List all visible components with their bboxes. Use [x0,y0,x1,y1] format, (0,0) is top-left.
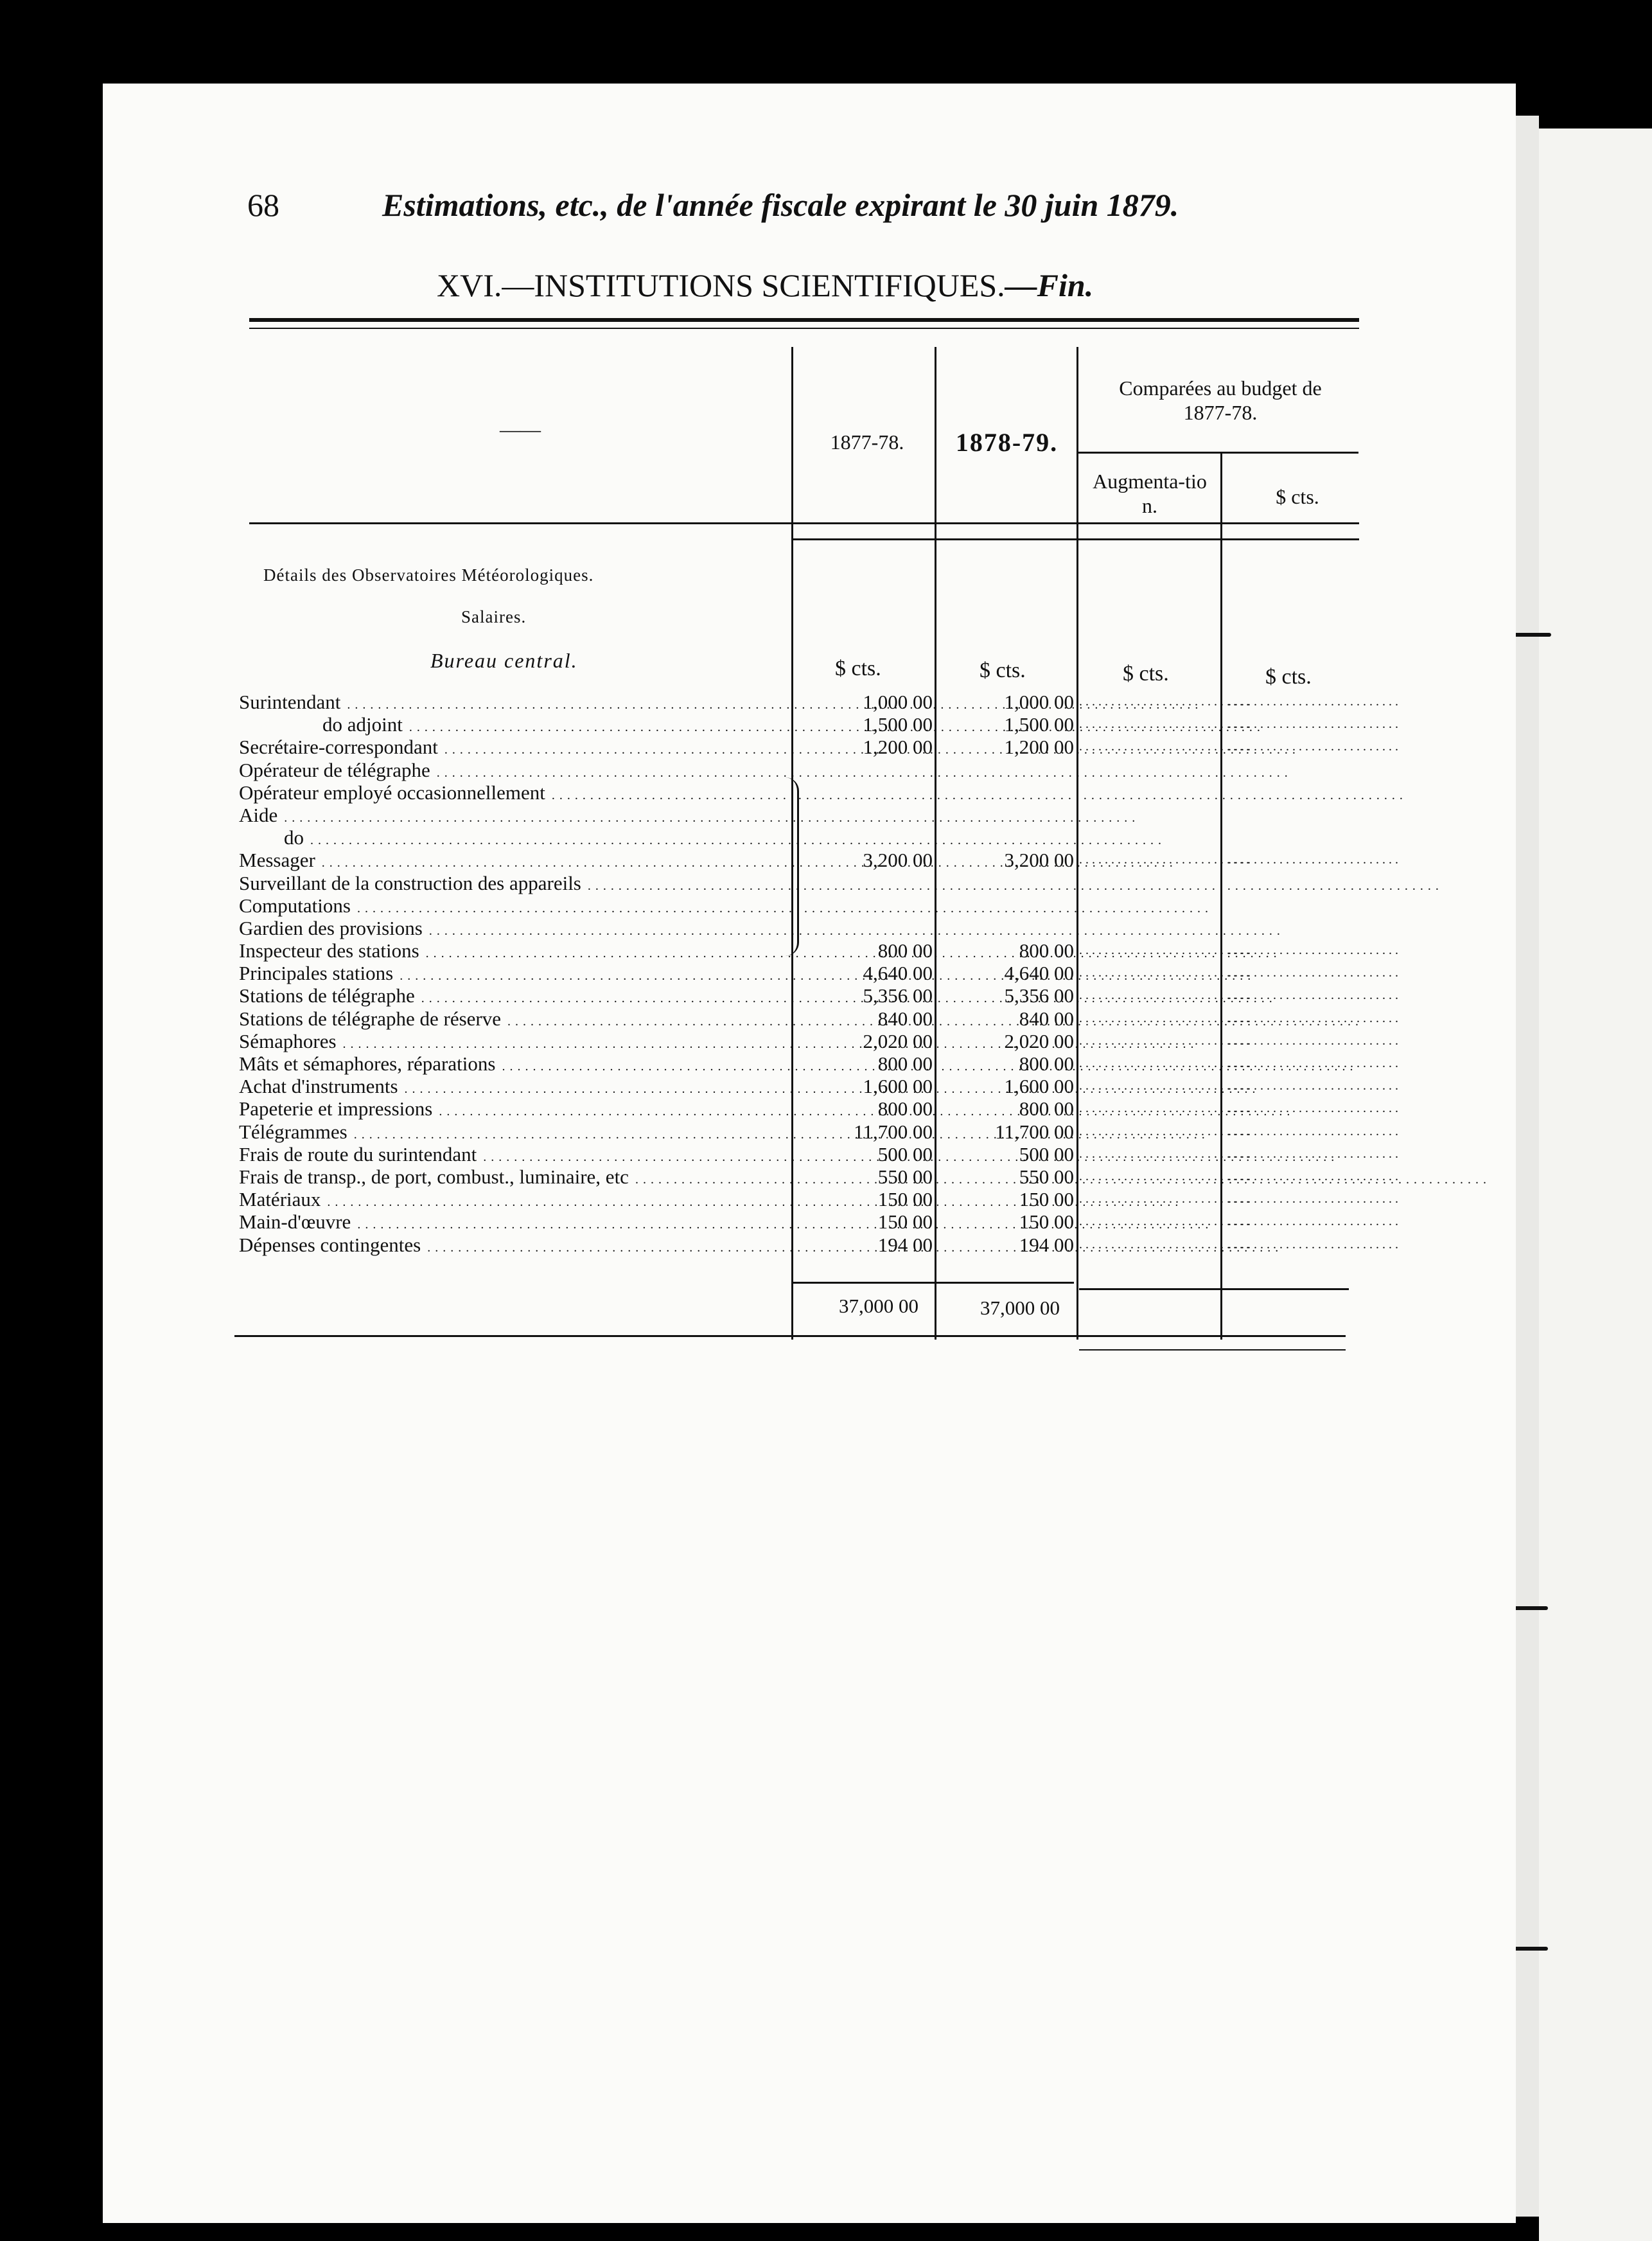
table-row [239,691,1398,713]
value-1877: 1,000 00 [863,691,933,713]
col-header-1877: 1877-78. [830,430,904,454]
value-1878: 1,500 00 [1004,713,1074,736]
value-1877: 150 00 [877,1210,933,1234]
value-1877: 150 00 [877,1188,933,1211]
value-1877: 1,200 00 [863,736,933,759]
row-label: Frais de route du surintendant . . . [239,1143,782,1169]
value-1877: 4,640 00 [863,962,933,985]
adjacent-page-strip [1539,128,1652,2241]
leader-dots-diminution: . . . . . . . . . . . . . . . . . . . . . . . . . . . [1228,1169,1398,1183]
unit-label: $ cts. [1265,665,1312,689]
leader-dots-augmentation: . . . . . . . . . . . . . . . . . . . . . . . . . . . [1079,1169,1249,1183]
value-1877: 11,700 00 [854,1120,933,1143]
value-1878: 3,200 00 [1004,849,1074,872]
running-header [247,186,1236,224]
leader-dots-augmentation: . . . . . . . . . . . . . . . . . . . . . . . . . . . [1079,1192,1249,1207]
table-row [239,1165,1398,1188]
value-1878: 500 00 [1019,1142,1074,1165]
value-1878: 11,700 00 [995,1120,1074,1143]
table-row [239,1142,1398,1165]
value-1878: 550 00 [1019,1165,1074,1188]
row-label: Opérateur de télégraphe . . . [239,759,782,784]
leader-dots-diminution: . . . . . . . . . . . . . . . . . . . . . . . . . . . [1228,1146,1398,1161]
unit-label: $ cts. [980,659,1026,682]
row-label: Computations . . . [239,894,782,920]
leader-dots-augmentation: . . . . . . . . . . . . . . . . . . . . . . . . . . . [1079,717,1249,732]
table-row [239,962,1398,985]
row-label: Stations de télégraphe . . . [239,984,782,1010]
value-1878: 2,020 00 [1004,1029,1074,1052]
leader-dots-diminution: . . . . . . . . . . . . . . . . . . . . . . . . . . . [1228,1056,1398,1070]
table-row [239,1075,1398,1098]
leader-dots-augmentation: . . . . . . . . . . . . . . . . . . . . . . . . . . . [1079,1124,1249,1138]
total-1877: 37,000 00 [839,1295,918,1317]
value-1877: 800 00 [877,939,933,962]
leader-dots-diminution: . . . . . . . . . . . . . . . . . . . . . . . . . . . [1228,1011,1398,1025]
leader-dots-diminution: . . . . . . . . . . . . . . . . . . . . . . . . . . . [1228,1033,1398,1048]
value-1877: 500 00 [877,1142,933,1165]
row-label: Frais de transp., de port, combust., luminaire, etc . . . [239,1165,782,1191]
leader-dots-diminution: . . . . . . . . . . . . . . . . . . . . . . . . . . . [1228,988,1398,1003]
value-1877: 1,600 00 [863,1075,933,1098]
leader-dots-augmentation: . . . . . . . . . . . . . . . . . . . . . . . . . . . [1079,1033,1249,1048]
header-rule-2 [792,538,1359,540]
value-1877: 2,020 00 [863,1029,933,1052]
top-rule-thick [249,318,1359,322]
grouping-brace [786,777,799,956]
row-label: Principales stations . . . [239,962,782,988]
row-label: Secrétaire-correspondant . . . [239,736,782,761]
value-1877: 840 00 [877,1007,933,1030]
col-header-1878: 1878-79. [955,428,1059,457]
leader-dots-augmentation: . . . . . . . . . . . . . . . . . . . . . . . . . . . [1079,1056,1249,1070]
leader-dots-diminution: . . . . . . . . . . . . . . . . . . . . . . . . . . . [1228,695,1398,709]
compare-header: Comparées au budget de 1877-78. [1119,376,1322,424]
value-1877: 800 00 [877,1097,933,1120]
value-1877: 800 00 [877,1052,933,1075]
row-label: Matériaux . . . [239,1188,782,1214]
leader-dots-diminution: . . . . . . . . . . . . . . . . . . . . . . . . . . . [1228,966,1398,980]
leader-dots-augmentation: . . . . . . . . . . . . . . . . . . . . . . . . . . . [1079,1237,1249,1252]
total-rule-2 [1079,1288,1349,1290]
unit-label: $ cts. [835,657,881,680]
leader-dots-augmentation: . . . . . . . . . . . . . . . . . . . . . . . . . . . [1079,966,1249,980]
leader-dots-augmentation: . . . . . . . . . . . . . . . . . . . . . . . . . . . [1079,1101,1249,1116]
unit-label: $ cts. [1123,662,1169,686]
bottom-rule [234,1335,1346,1337]
leader-dots-augmentation: . . . . . . . . . . . . . . . . . . . . . . . . . . . [1079,1146,1249,1161]
table-row [239,984,1398,1007]
value-1878: 5,356 00 [1004,984,1074,1007]
value-1878: 1,200 00 [1004,736,1074,759]
leader-dots-diminution: . . . . . . . . . . . . . . . . . . . . . . . . . . . [1228,1101,1398,1116]
value-1878: 4,640 00 [1004,962,1074,985]
page-number: 68 [247,187,279,223]
header-rule [249,522,1359,524]
value-1877: 5,356 00 [863,984,933,1007]
row-label: Surintendant . . . [239,691,782,716]
leader-dots-augmentation: . . . . . . . . . . . . . . . . . . . . . . . . . . . [1079,695,1249,709]
table-row [239,1097,1398,1120]
leader-dots-augmentation: . . . . . . . . . . . . . . . . . . . . . . . . . . . [1079,988,1249,1003]
row-label: Mâts et sémaphores, réparations . . . [239,1052,782,1078]
table-row [239,736,1398,759]
salaires-heading: Salaires. [461,607,527,626]
table-row [239,713,1398,736]
table-row [239,759,1344,781]
row-label: Achat d'instruments . . . [239,1075,782,1101]
top-rule-thin [249,328,1359,329]
row-label: Sémaphores . . . [239,1030,782,1056]
leader-dots-augmentation: . . . . . . . . . . . . . . . . . . . . . . . . . . . [1079,740,1249,754]
section-title-suffix: —Fin. [1005,267,1094,303]
table-row [239,1233,1398,1256]
leader-dots-diminution: . . . . . . . . . . . . . . . . . . . . . . . . . . . [1228,1192,1398,1207]
row-label: do . . . [239,826,827,852]
table-row [239,1007,1398,1030]
value-1877: 1,500 00 [863,713,933,736]
value-1878: 800 00 [1019,1052,1074,1075]
value-1877: 3,200 00 [863,849,933,872]
value-1877: 194 00 [877,1233,933,1256]
row-label: Stations de télégraphe de réserve . . . [239,1007,782,1033]
stub-header: —— [500,418,541,441]
running-title: Estimations, etc., de l'année fiscale expirant le 30 juin 1879. [382,187,1179,223]
table-row [239,1029,1398,1052]
row-label: Inspecteur des stations . . . [239,939,782,965]
leader-dots-augmentation: . . . . . . . . . . . . . . . . . . . . . . . . . . . [1079,943,1249,958]
row-label: Gardien des provisions . . . [239,917,782,943]
table-row [239,1210,1398,1234]
row-label: Main-d'œuvre . . . [239,1210,782,1236]
total-1878: 37,000 00 [980,1297,1060,1319]
table-row [239,1120,1398,1143]
value-1878: 800 00 [1019,939,1074,962]
col-header-augmentation: Augmenta-tion. [1093,470,1207,517]
bottom-rule-2 [1079,1349,1346,1351]
value-1878: 194 00 [1019,1233,1074,1256]
leader-dots-diminution: . . . . . . . . . . . . . . . . . . . . . . . . . . . [1228,943,1398,958]
col-header-diminution: $ cts. [1276,485,1319,508]
leader-dots-augmentation: . . . . . . . . . . . . . . . . . . . . . . . . . . . [1079,1214,1249,1229]
value-1878: 150 00 [1019,1188,1074,1211]
leader-dots-diminution: . . . . . . . . . . . . . . . . . . . . . . . . . . . [1228,717,1398,732]
leader-dots-diminution: . . . . . . . . . . . . . . . . . . . . . . . . . . . [1228,1124,1398,1138]
compare-header-rule [1078,452,1358,454]
table-row [239,1052,1398,1075]
leader-dots-diminution: . . . . . . . . . . . . . . . . . . . . . . . . . . . [1228,1214,1398,1229]
details-heading: Détails des Observatoires Météorologiques. [263,565,594,585]
leader-dots-augmentation: . . . . . . . . . . . . . . . . . . . . . . . . . . . [1079,853,1249,867]
row-label: Aide . . . [239,804,782,829]
table-body [239,691,1398,1256]
leader-dots-diminution: . . . . . . . . . . . . . . . . . . . . . . . . . . . [1228,740,1398,754]
section-title [437,267,1093,304]
table-row [239,1188,1398,1211]
row-label: Dépenses contingentes . . . [239,1234,782,1259]
leader-dots-diminution: . . . . . . . . . . . . . . . . . . . . . . . . . . . [1228,1079,1398,1094]
value-1878: 150 00 [1019,1210,1074,1234]
row-label: do adjoint . . . [239,713,865,739]
value-1878: 1,600 00 [1004,1075,1074,1098]
leader-dots-augmentation: . . . . . . . . . . . . . . . . . . . . . . . . . . . [1079,1011,1249,1025]
leader-dots-diminution: . . . . . . . . . . . . . . . . . . . . . . . . . . . [1228,1237,1398,1252]
page-edge [1516,116,1539,2217]
value-1878: 1,000 00 [1004,691,1074,713]
total-rule [791,1282,1074,1284]
value-1878: 840 00 [1019,1007,1074,1030]
row-label: Opérateur employé occasionnellement . . . [239,781,782,807]
row-label: Papeterie et impressions . . . [239,1097,782,1123]
value-1877: 550 00 [877,1165,933,1188]
row-label: Messager . . . [239,849,782,874]
row-label: Télégrammes . . . [239,1120,782,1146]
section-title-main: XVI.—INSTITUTIONS SCIENTIFIQUES. [437,267,1005,303]
leader-dots-diminution: . . . . . . . . . . . . . . . . . . . . . . . . . . . [1228,853,1398,867]
row-label: Surveillant de la construction des appareils . . . [239,872,782,898]
leader-dots-augmentation: . . . . . . . . . . . . . . . . . . . . . . . . . . . [1079,1079,1249,1094]
bureau-heading: Bureau central. [430,649,578,672]
value-1878: 800 00 [1019,1097,1074,1120]
